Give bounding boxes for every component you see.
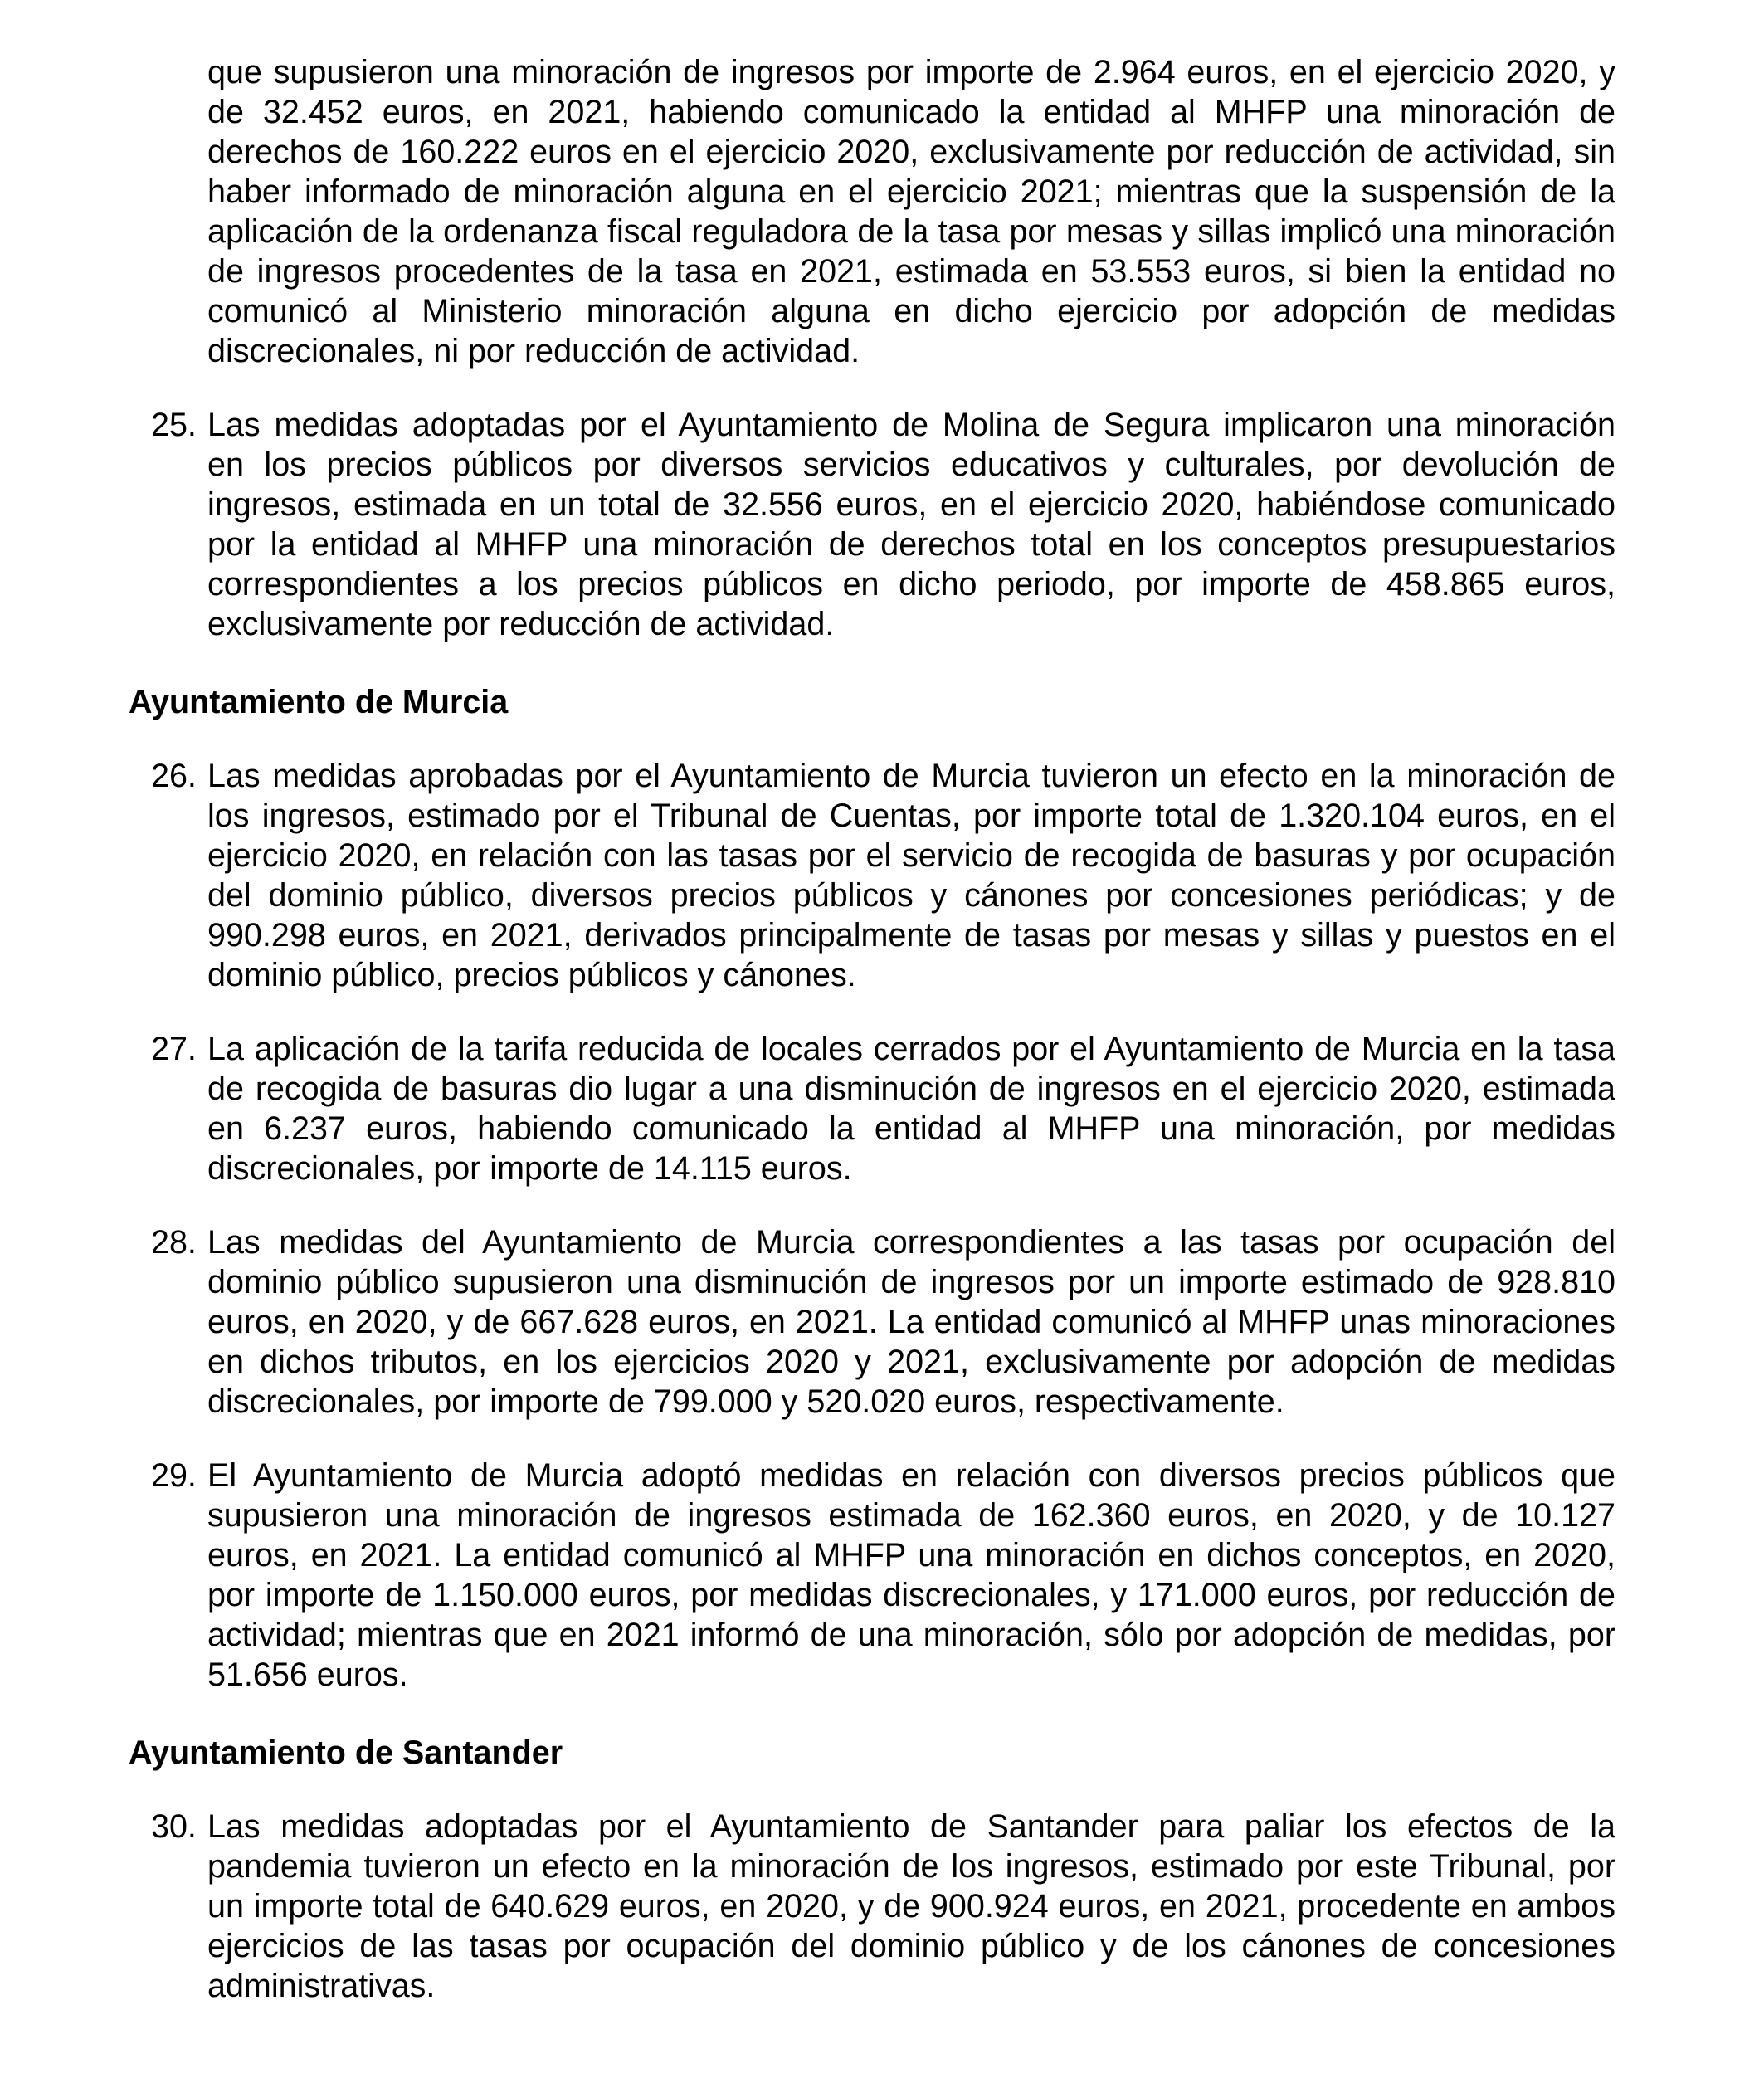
- paragraph-line: discrecionales, ni por reducción de actividad.: [207, 333, 860, 369]
- paragraph-line: Las medidas adoptadas por el Ayuntamiento de Molina de Segura implicaron una minoración: [207, 407, 1615, 443]
- paragraph-line: dominio público, precios públicos y cánones.: [207, 957, 856, 993]
- paragraph-line: en los precios públicos por diversos servicios educativos y culturales, por devolución de: [207, 446, 1615, 483]
- paragraph-number: 30.: [151, 1808, 197, 1845]
- paragraph-line: de ingresos procedentes de la tasa en 2021, estimada en 53.553 euros, si bien la entidad no: [207, 253, 1615, 290]
- paragraph-line: que supusieron una minoración de ingresos por importe de 2.964 euros, en el ejercicio 2020, y: [207, 54, 1615, 90]
- paragraph-line: correspondientes a los precios públicos en dicho periodo, por importe de 458.865 euros,: [207, 566, 1615, 602]
- numbered-paragraph-30: [151, 1807, 1615, 2006]
- paragraph-line: Las medidas aprobadas por el Ayuntamiento de Murcia tuvieron un efecto en la minoración de: [207, 758, 1615, 794]
- paragraph-line: aplicación de la ordenanza fiscal reguladora de la tasa por mesas y sillas implicó una minoración: [207, 213, 1615, 250]
- section-heading-santander: Ayuntamiento de Santander: [129, 1734, 563, 1771]
- paragraph-line: haber informado de minoración alguna en el ejercicio 2021; mientras que la suspensión de la: [207, 173, 1615, 210]
- paragraph-line: discrecionales, por importe de 14.115 euros.: [207, 1150, 852, 1187]
- paragraph-line: por la entidad al MHFP una minoración de derechos total en los conceptos presupuestarios: [207, 526, 1615, 563]
- paragraph-line: discrecionales, por importe de 799.000 y 520.020 euros, respectivamente.: [207, 1383, 1284, 1420]
- paragraph-line: actividad; mientras que en 2021 informó de una minoración, sólo por adopción de medidas, por: [207, 1617, 1615, 1653]
- paragraph-line: dominio público supusieron una disminución de ingresos por un importe estimado de 928.810: [207, 1264, 1615, 1300]
- paragraph-line: pandemia tuvieron un efecto en la minoración de los ingresos, estimado por este Tribunal, por: [207, 1848, 1615, 1885]
- paragraph-line: los ingresos, estimado por el Tribunal de Cuentas, por importe total de 1.320.104 euros, en el: [207, 798, 1615, 834]
- paragraph-line: euros, en 2020, y de 667.628 euros, en 2021. La entidad comunicó al MHFP unas minoraciones: [207, 1304, 1615, 1340]
- document-body: [0, 52, 1764, 2040]
- continuation-paragraph: [207, 52, 1615, 371]
- numbered-paragraph-29: [151, 1456, 1615, 1695]
- paragraph-number: 25.: [151, 407, 197, 443]
- paragraph-line: en dichos tributos, en los ejercicios 2020 y 2021, exclusivamente por adopción de medidas: [207, 1344, 1615, 1380]
- paragraph-line: por importe de 1.150.000 euros, por medidas discrecionales, y 171.000 euros, por reducción de: [207, 1577, 1615, 1613]
- paragraph-line: euros, en 2021. La entidad comunicó al MHFP una minoración en dichos conceptos, en 2020,: [207, 1537, 1615, 1573]
- paragraph-line: 51.656 euros.: [207, 1656, 408, 1693]
- paragraph-number: 27.: [151, 1031, 197, 1067]
- paragraph-line: derechos de 160.222 euros en el ejercicio 2020, exclusivamente por reducción de actividad, sin: [207, 134, 1615, 170]
- paragraph-line: comunicó al Ministerio minoración alguna en dicho ejercicio por adopción de medidas: [207, 293, 1615, 329]
- paragraph-line: El Ayuntamiento de Murcia adoptó medidas en relación con diversos precios públicos que: [207, 1457, 1615, 1494]
- paragraph-line: de recogida de basuras dio lugar a una disminución de ingresos en el ejercicio 2020, estimada: [207, 1071, 1615, 1107]
- paragraph-line: ejercicio 2020, en relación con las tasas por el servicio de recogida de basuras y por ocupación: [207, 837, 1615, 874]
- numbered-paragraph-26: [151, 756, 1615, 995]
- paragraph-line: La aplicación de la tarifa reducida de locales cerrados por el Ayuntamiento de Murcia en la tasa: [207, 1031, 1615, 1067]
- numbered-paragraph-27: [151, 1029, 1615, 1188]
- paragraph-line: un importe total de 640.629 euros, en 2020, y de 900.924 euros, en 2021, procedente en ambos: [207, 1888, 1615, 1925]
- paragraph-line: ingresos, estimada en un total de 32.556 euros, en el ejercicio 2020, habiéndose comunicado: [207, 486, 1615, 523]
- paragraph-number: 26.: [151, 758, 197, 794]
- paragraph-number: 28.: [151, 1224, 197, 1261]
- paragraph-line: administrativas.: [207, 1968, 436, 2004]
- paragraph-line: supusieron una minoración de ingresos estimada de 162.360 euros, en 2020, y de 10.127: [207, 1497, 1615, 1534]
- paragraph-number: 29.: [151, 1457, 197, 1494]
- paragraph-line: 990.298 euros, en 2021, derivados principalmente de tasas por mesas y sillas y puestos en el: [207, 917, 1615, 954]
- numbered-paragraph-25: [151, 405, 1615, 644]
- paragraph-line: del dominio público, diversos precios públicos y cánones por concesiones periódicas; y de: [207, 877, 1615, 914]
- paragraph-line: exclusivamente por reducción de actividad.: [207, 606, 835, 642]
- numbered-paragraph-28: [151, 1222, 1615, 1422]
- paragraph-line: en 6.237 euros, habiendo comunicado la entidad al MHFP una minoración, por medidas: [207, 1110, 1615, 1147]
- paragraph-line: de 32.452 euros, en 2021, habiendo comunicado la entidad al MHFP una minoración de: [207, 94, 1615, 130]
- section-heading-murcia: Ayuntamiento de Murcia: [129, 684, 509, 720]
- paragraph-line: Las medidas adoptadas por el Ayuntamiento de Santander para paliar los efectos de la: [207, 1808, 1615, 1845]
- paragraph-line: ejercicios de las tasas por ocupación del dominio público y de los cánones de concesiones: [207, 1928, 1615, 1964]
- paragraph-line: Las medidas del Ayuntamiento de Murcia correspondientes a las tasas por ocupación del: [207, 1224, 1615, 1261]
